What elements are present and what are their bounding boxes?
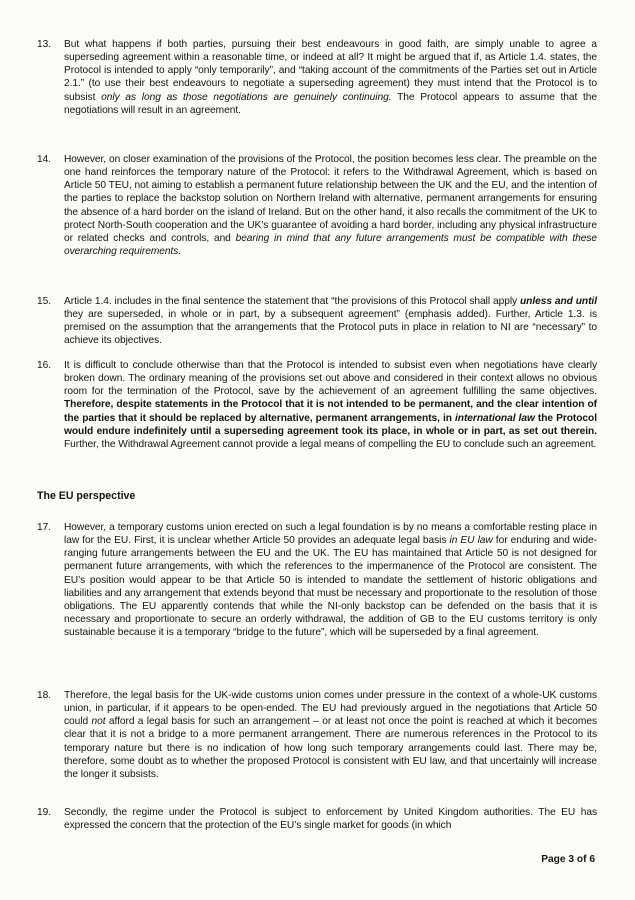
- italic-run: not: [91, 716, 106, 728]
- text-run: they are superseded, in whole or in part, by a subsequent agreement” (emphasis added). Further, Article 1.3. is premised on the assumption that the arrangements that the Protocol puts in place in relation to NI are “necessary” to achieve its objectives.: [64, 309, 597, 347]
- italic-run: bearing in mind that any future arrangements must be compatible with these overarching requirements.: [64, 232, 598, 258]
- paragraph-17: [37, 521, 597, 639]
- bold-run: the Protocol would endure indefinitely until a superseding agreement took its place, in whole or in part, as set out therein.: [64, 412, 597, 437]
- paragraph-body: [64, 359, 597, 451]
- paragraph-14: [37, 153, 597, 258]
- text-run: However, on closer examination of the provisions of the Protocol, the position becomes less clear. The preamble on the one hand reinforces the temporary nature of the Protocol: it refers to the Withdrawal Agreement, which is based on Article 50 TEU, not aiming to establish a permanent future relationship between the UK and the EU, and the intention of the parties to replace the backstop solution on Northern Ireland with alternative, permanent arrangements for ensuring the absence of a hard border on the island of Ireland. But on the other hand, it also recalls the commitment of the UK to protect North-South cooperation and the UK’s guarantee of avoiding a hard border, including any physical infrastructure or related checks and controls, and: [64, 154, 597, 244]
- paragraph-16: [37, 359, 597, 451]
- italic-run: only as long as those negotiations are genuinely continuing.: [101, 91, 392, 103]
- paragraph-18: [37, 689, 597, 781]
- italic-run: in EU law: [449, 535, 493, 547]
- paragraph-body: [64, 689, 597, 781]
- paragraph-13: [37, 38, 597, 117]
- paragraph-number: 19.: [37, 807, 52, 818]
- paragraph-body: [64, 295, 597, 348]
- page-number-footer: Page 3 of 6: [541, 854, 595, 865]
- paragraph-number: 16.: [37, 360, 52, 371]
- paragraph-number: 18.: [37, 690, 52, 701]
- section-heading: The EU perspective: [37, 490, 136, 502]
- text-run: Secondly, the regime under the Protocol is subject to enforcement by United Kingdom authorities. The EU has expressed the concern that the protection of the EU’s single market for goods (in which: [64, 807, 597, 832]
- text-run: It is difficult to conclude otherwise than that the Protocol is intended to subsist even when negotiations have clearly broken down. The ordinary meaning of the provisions set out above and considered in their context allows no obvious room for the termination of the Protocol, save by the achievement of an agreement fulfilling the same objectives.: [64, 360, 597, 398]
- paragraph-body: [64, 521, 597, 639]
- text-run: But what happens if both parties, pursuing their best endeavours in good faith, are simply unable to agree a superseding agreement within a reasonable time, or indeed at all? It might be argued that if, as Article 1.4. states, the Protocol is intended to apply “only temporarily”, and “taking account of the commitments of the Parties set out in Article 2.1.” (to use their best endeavours to negotiate a superseding agreement) they must intend that the Protocol is to subsist: [64, 39, 597, 103]
- text-run: However, a temporary customs union erected on such a legal foundation is by no means a comfortable resting place in law for the EU. First, it is unclear whether Article 50 provides an adequate legal basis: [64, 522, 597, 547]
- bold-italic-run: international law: [455, 412, 535, 424]
- text-run: Article 1.4. includes in the final sentence the statement that “the provisions of this Protocol shall apply: [64, 296, 520, 307]
- paragraph-body: [64, 153, 597, 258]
- text-run: The Protocol appears to assume that the negotiations will result in an agreement.: [64, 91, 598, 116]
- paragraph-15: [37, 295, 597, 348]
- paragraph-number: 17.: [37, 522, 52, 533]
- paragraph-body: [64, 38, 597, 117]
- paragraph-19: [37, 806, 597, 832]
- text-run: Further, the Withdrawal Agreement cannot provide a legal means of compelling the EU to conclude such an agreement.: [64, 438, 597, 450]
- paragraph-number: 13.: [37, 39, 52, 50]
- paragraph-body: [64, 806, 597, 832]
- paragraph-number: 14.: [37, 154, 52, 165]
- text-run: for enduring and wide-ranging future arrangements between the EU and the UK. The EU has maintained that Article 50 is not designed for permanent future arrangements, with which the references to the impermanence of the Protocol are consistent. The EU’s position would appear to be that Article 50 is intended to mandate the settlement of historic obligations and liabilities and any arrangement that extends beyond that must be necessary and proportionate to the resolution of those obligations. The EU apparently contends that while the NI-only backstop can be defended on the basis that it is necessary and proportionate to secure an orderly withdrawal, the addition of GB to the EU customs territory is only sustainable because it is a temporary “bridge to the future”, which will be superseded by a final agreement.: [64, 535, 597, 639]
- bold-italic-run: unless and until: [520, 296, 597, 307]
- text-run: afford a legal basis for such an arrangement – or at least not once the point is reached at which it becomes clear that it is not a bridge to a more permanent arrangement. There are numerous references in the Protocol to its temporary nature but there is no indication of how long such temporary arrangements could last. There may be, therefore, some doubt as to whether the proposed Protocol is consistent with EU law, and that uncertainly will increase the longer it subsists.: [64, 716, 597, 780]
- bold-run: Therefore, despite statements in the Protocol that it is not intended to be permanent, and the clear intention of the parties that it should be replaced by alternative, permanent arrangements, in: [64, 399, 597, 424]
- paragraph-number: 15.: [37, 296, 52, 307]
- text-run: Therefore, the legal basis for the UK-wide customs union comes under pressure in the context of a whole-UK customs union, in particular, if it appears to be open-ended. The EU had previously argued in the negotiations that Article 50 could: [64, 690, 597, 728]
